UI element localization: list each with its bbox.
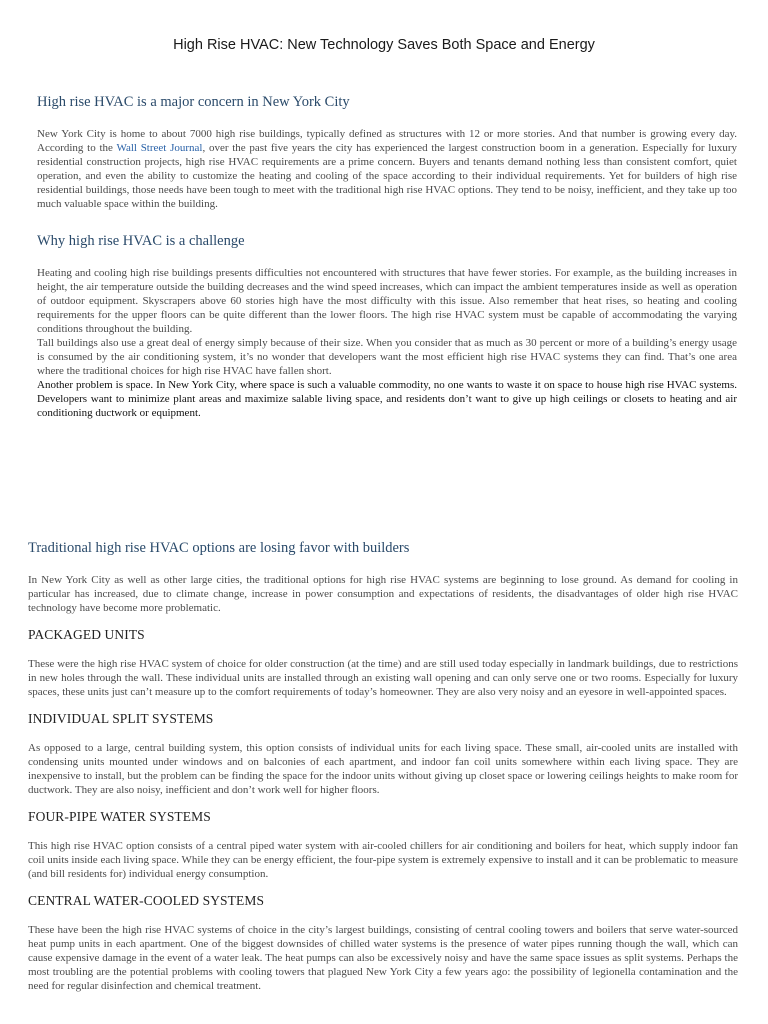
section-heading: Why high rise HVAC is a challenge (37, 233, 245, 249)
paragraph-text: , over the past five years the city has experienced the largest construction boom in a generation. Especially for luxury residential construction projects, high rise HVAC requirements are a prime concern. Buyers and tenants demand nothing less than consistent comfort, quiet operation, and even the ability to customize the heating and cooling of the space according to their individual requirements. Yet for builders of high rise residential buildings, those needs have been tough to meet with the traditional high rise HVAC options. They tend to be noisy, inefficient, and they take up too much valuable space within the building. (37, 142, 737, 210)
paragraph: These were the high rise HVAC system of choice for older construction (at the time) and are still used today especially in landmark buildings, due to restrictions in new holes through the wall. These individual units are installed through an existing wall opening and can only serve one or two rooms. Especially for luxury spaces, these units just can’t measure up to the comfort requirements of today’s homeowner. They are also very noisy and an eyesore in well-appointed spaces. (28, 658, 738, 698)
section-heading: Traditional high rise HVAC options are losing favor with builders (28, 540, 410, 556)
section-heading: High rise HVAC is a major concern in New York City (37, 94, 350, 110)
paragraph: These have been the high rise HVAC systems of choice in the city’s largest buildings, consisting of central cooling towers and boilers that serve water-sourced heat pump units in each apartment. One of the biggest downsides of chilled water systems is the presence of water pipes running though the wall, which can cause expensive damage in the event of a water leak. The heat pumps can also be excessively noisy and have the same space issues as split systems. Perhaps the most troubling are the potential problems with cooling towers that plagued New York City a few years ago: the possibility of legionella contamination and the need for regular disinfection and chemical treatment. (28, 924, 738, 992)
subsection-heading-packaged-units: PACKAGED UNITS (28, 627, 145, 642)
paragraph: As opposed to a large, central building system, this option consists of individual units for each living space. These small, air-cooled units are installed with condensing units mounted under windows and on balconies of each apartment, and indoor fan coil units somewhere within each living space. They are inexpensive to install, but the problem can be finding the space for the indoor units without giving up closet space or lowering ceilings heights to make room for ductwork. They are also noisy, inefficient and don’t work well for higher floors. (28, 742, 738, 796)
section-traditional-options (28, 540, 738, 993)
paragraph: In New York City as well as other large cities, the traditional options for high rise HVAC systems are beginning to lose ground. As demand for cooling in particular has increased, due to climate change, increase in power consumption and expectations of residents, the disadvantages of older high rise HVAC technology have become more problematic. (28, 574, 738, 614)
paragraph: Another problem is space. In New York City, where space is such a valuable commodity, no one wants to waste it on space to house high rise HVAC systems. Developers want to minimize plant areas and maximize salable living space, and residents don’t want to give up high ceilings or closets to heating and air conditioning ductwork or equipment. (37, 379, 737, 419)
section-nyc-concern (37, 94, 737, 211)
paragraph: Heating and cooling high rise buildings presents difficulties not encountered with structures that have fewer stories. For example, as the building increases in height, the air temperature outside the building decreases and the wind speed increases, which can impact the ambient temperatures inside as well as operation of outdoor equipment. Skyscrapers above 60 stories high have the most difficulty with this issue. Also remember that heat rises, so heating and cooling requirements for the upper floors can be quite different than the lower floors. The high rise HVAC system must be capable of accommodating the varying conditions throughout the building. (37, 267, 737, 335)
paragraph-text: New York City is home to about 7000 high rise buildings, typically defined as structures with 12 or more stories. And that number is growing every day. According to the (37, 128, 737, 154)
document-title: High Rise HVAC: New Technology Saves Both Space and Energy (173, 37, 595, 53)
subsection-heading-individual-split-systems: INDIVIDUAL SPLIT SYSTEMS (28, 711, 214, 726)
section-challenge (37, 233, 737, 420)
subsection-heading-four-pipe-water-systems: FOUR-PIPE WATER SYSTEMS (28, 809, 211, 824)
paragraph (37, 127, 737, 211)
subsection-heading-central-water-cooled-systems: CENTRAL WATER-COOLED SYSTEMS (28, 893, 265, 908)
paragraph: Tall buildings also use a great deal of energy simply because of their size. When you consider that as much as 30 percent or more of a building’s energy usage is consumed by the air conditioning system, it’s no wonder that developers want the most efficient high rise HVAC systems they can find. That’s one area where the traditional choices for high rise HVAC have fallen short. (37, 337, 737, 377)
paragraph: This high rise HVAC option consists of a central piped water system with air-cooled chillers for air conditioning and boilers for heat, which supply indoor fan coil units inside each living space. While they can be energy efficient, the four-pipe system is extremely expensive to install and it can be problematic to measure (and bill residents for) individual energy consumption. (28, 840, 738, 880)
wall-street-journal-link[interactable]: Wall Street Journal (116, 142, 203, 154)
